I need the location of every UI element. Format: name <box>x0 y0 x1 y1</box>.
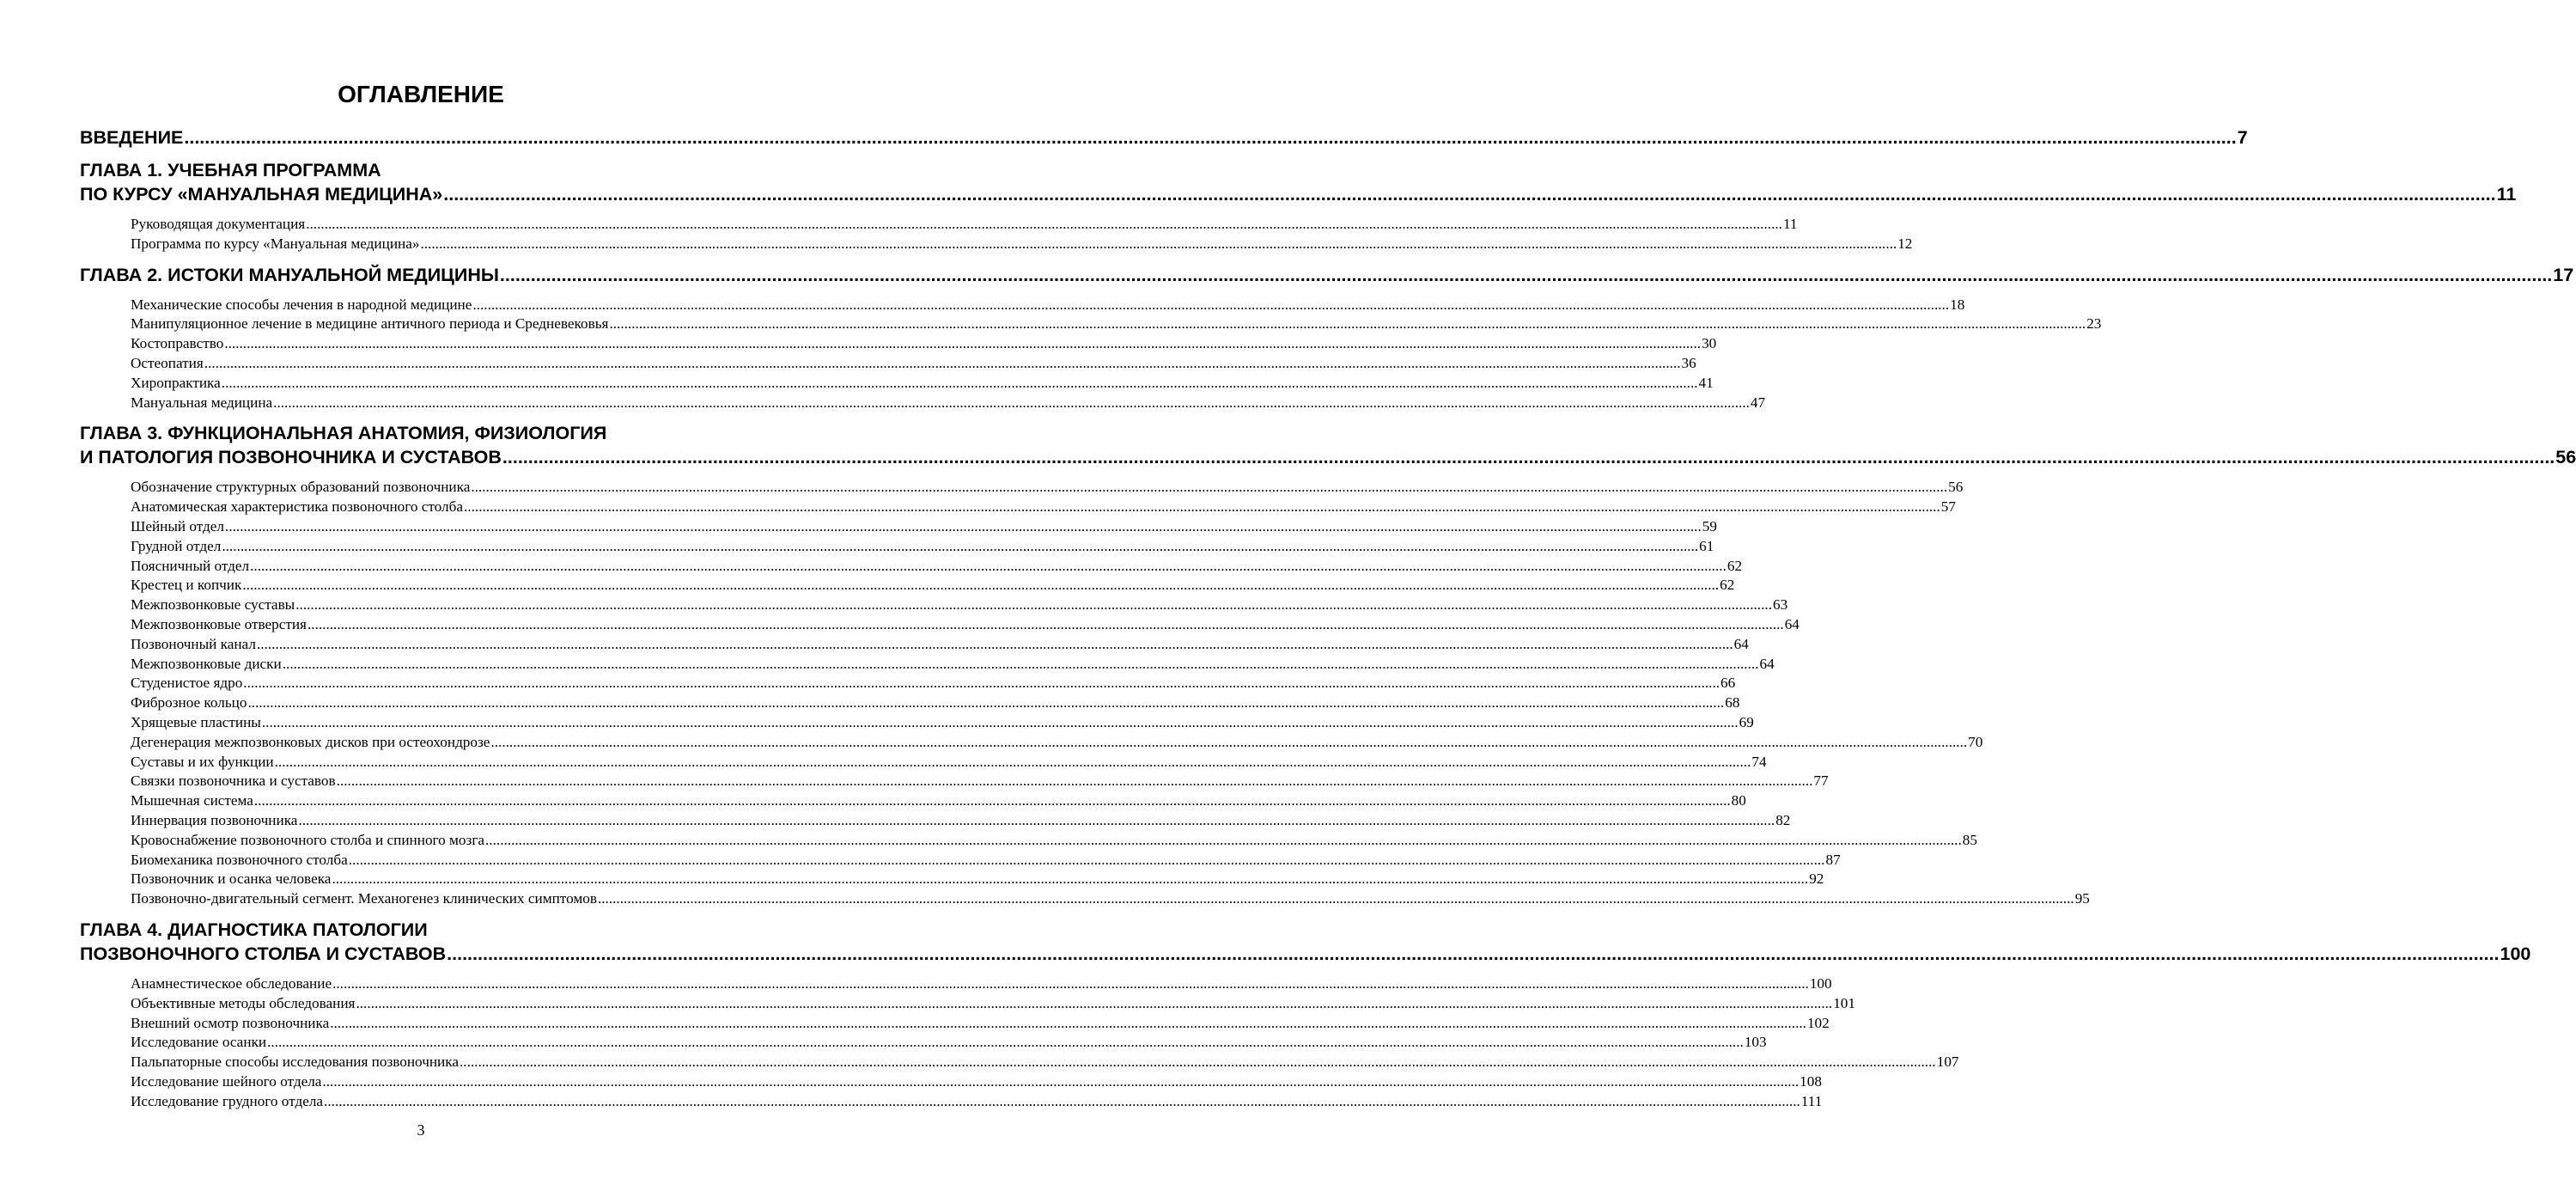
section-page-number: 64 <box>1733 635 1749 652</box>
section-title: Исследование осанки <box>131 1034 267 1051</box>
section-page-number: 74 <box>1751 753 1767 770</box>
section-page-number: 68 <box>1725 694 1740 712</box>
dot-leader: ................................................................................................................................................................................................................................................................................................................................................................................................................ <box>256 635 1733 652</box>
section-entry[interactable] <box>131 374 1714 394</box>
section-entry[interactable] <box>131 1092 1823 1112</box>
section-page-number: 62 <box>1726 557 1743 574</box>
section-entry[interactable] <box>131 596 1788 615</box>
section-title: Хиропрактика <box>131 374 221 391</box>
chapter-page-number: 7 <box>2237 127 2248 148</box>
dot-leader: ................................................................................................................................................................................................................................................................................................................................................................................................................ <box>502 447 2555 468</box>
chapter-row <box>80 263 2574 287</box>
chapter-block <box>80 918 2531 1112</box>
section-entry[interactable] <box>131 811 1791 831</box>
section-title: Анамнестическое обследование <box>131 974 332 992</box>
section-list <box>131 296 2102 413</box>
section-entry[interactable] <box>131 655 1775 675</box>
section-title: Шейный отдел <box>131 517 225 534</box>
section-page-number: 12 <box>1897 235 1913 252</box>
section-page-number: 107 <box>1936 1054 1959 1071</box>
section-list <box>131 478 2090 909</box>
section-entry[interactable] <box>131 889 2090 909</box>
page-number: 3 <box>417 1121 425 1139</box>
section-title: Позвоночный канал <box>131 635 256 652</box>
dot-leader: ................................................................................................................................................................................................................................................................................................................................................................................................................ <box>348 851 1825 868</box>
dot-leader: ................................................................................................................................................................................................................................................................................................................................................................................................................ <box>464 498 1940 516</box>
section-entry[interactable] <box>131 753 1767 773</box>
section-page-number: 36 <box>1681 354 1696 371</box>
section-entry[interactable] <box>131 851 1841 870</box>
dot-leader: ................................................................................................................................................................................................................................................................................................................................................................................................................ <box>447 943 2500 964</box>
dot-leader: ................................................................................................................................................................................................................................................................................................................................................................................................................ <box>307 615 1784 632</box>
dot-leader: ................................................................................................................................................................................................................................................................................................................................................................................................................ <box>253 792 1731 809</box>
section-title: Фиброзное кольцо <box>131 694 247 712</box>
chapter-row <box>80 182 2517 206</box>
dot-leader: ................................................................................................................................................................................................................................................................................................................................................................................................................ <box>274 753 1751 770</box>
section-page-number: 70 <box>1968 733 1983 750</box>
section-entry[interactable] <box>131 831 1977 851</box>
section-page-number: 47 <box>1750 394 1766 411</box>
section-entry[interactable] <box>131 1053 1959 1072</box>
section-entry[interactable] <box>131 713 1754 733</box>
section-entry[interactable] <box>131 235 1913 254</box>
chapter-entry[interactable] <box>80 421 2576 469</box>
section-entry[interactable] <box>131 791 1746 811</box>
dot-leader: ................................................................................................................................................................................................................................................................................................................................................................................................................ <box>330 1014 1806 1031</box>
dot-leader: ................................................................................................................................................................................................................................................................................................................................................................................................................ <box>184 127 2237 148</box>
section-title: Обозначение структурных образований позвоночника <box>131 479 471 496</box>
dot-leader: ................................................................................................................................................................................................................................................................................................................................................................................................................ <box>356 994 1833 1011</box>
dot-leader: ................................................................................................................................................................................................................................................................................................................................................................................................................ <box>282 655 1759 672</box>
section-entry[interactable] <box>131 576 1735 596</box>
dot-leader: ................................................................................................................................................................................................................................................................................................................................................................................................................ <box>332 974 1809 992</box>
chapter-block <box>80 263 2574 413</box>
chapter-block <box>80 421 2576 909</box>
dot-leader: ................................................................................................................................................................................................................................................................................................................................................................................................................ <box>609 315 2086 333</box>
section-list <box>131 974 1959 1112</box>
dot-leader: ................................................................................................................................................................................................................................................................................................................................................................................................................ <box>225 517 1702 534</box>
dot-leader: ................................................................................................................................................................................................................................................................................................................................................................................................................ <box>459 1054 1936 1071</box>
section-entry[interactable] <box>131 693 1740 713</box>
page-title: ОГЛАВЛЕНИЕ <box>338 81 504 107</box>
dot-leader: ................................................................................................................................................................................................................................................................................................................................................................................................................ <box>295 596 1772 614</box>
section-title: Кровоснабжение позвоночного столба и спинного мозга <box>131 831 484 848</box>
section-title: Мышечная система <box>131 792 253 809</box>
section-page-number: 87 <box>1825 851 1841 868</box>
section-page-number: 102 <box>1806 1014 1830 1031</box>
section-title: Биомеханика позвоночного столба <box>131 851 348 868</box>
section-entry[interactable] <box>131 215 1798 235</box>
section-page-number: 23 <box>2086 315 2102 333</box>
section-title: Объективные методы обследования <box>131 994 356 1011</box>
section-title: Хрящевые пластины <box>131 713 261 730</box>
dot-leader: ................................................................................................................................................................................................................................................................................................................................................................................................................ <box>224 335 1702 352</box>
section-entry[interactable] <box>131 517 1717 537</box>
section-entry[interactable] <box>131 498 1956 517</box>
chapter-title-line1: ГЛАВА 3. ФУНКЦИОНАЛЬНАЯ АНАТОМИЯ, ФИЗИОЛОГИЯ <box>80 423 607 444</box>
section-title: Поясничный отдел <box>131 557 250 574</box>
dot-leader: ................................................................................................................................................................................................................................................................................................................................................................................................................ <box>261 713 1739 730</box>
section-title: Позвоночно-двигательный сегмент. Механогенез клинических симптомов <box>131 890 597 907</box>
chapter-title: ГЛАВА 2. ИСТОКИ МАНУАЛЬНОЙ МЕДИЦИНЫ <box>80 264 499 285</box>
dot-leader: ................................................................................................................................................................................................................................................................................................................................................................................................................ <box>324 1092 1800 1109</box>
chapter-page-number: 56 <box>2555 447 2576 468</box>
dot-leader: ................................................................................................................................................................................................................................................................................................................................................................................................................ <box>322 1072 1800 1090</box>
dot-leader: ................................................................................................................................................................................................................................................................................................................................................................................................................ <box>242 577 1720 594</box>
chapter-row <box>80 445 2576 469</box>
section-title: Крестец и копчик <box>131 577 242 594</box>
dot-leader: ................................................................................................................................................................................................................................................................................................................................................................................................................ <box>247 694 1725 712</box>
section-page-number: 82 <box>1775 811 1791 828</box>
section-page-number: 64 <box>1784 615 1800 632</box>
section-page-number: 64 <box>1759 655 1775 672</box>
section-title: Внешний осмотр позвоночника <box>131 1014 330 1031</box>
section-page-number: 100 <box>1809 974 1832 992</box>
section-page-number: 92 <box>1809 870 1824 888</box>
section-page-number: 101 <box>1833 994 1855 1011</box>
section-title: Манипуляционное лечение в медицине античного периода и Средневековья <box>131 315 609 333</box>
dot-leader: ................................................................................................................................................................................................................................................................................................................................................................................................................ <box>221 374 1698 391</box>
section-title: Исследование грудного отдела <box>131 1092 324 1109</box>
section-entry[interactable] <box>131 557 1743 577</box>
section-entry[interactable] <box>131 615 1800 635</box>
dot-leader: ................................................................................................................................................................................................................................................................................................................................................................................................................ <box>222 537 1699 554</box>
table-of-contents <box>80 125 2576 1111</box>
chapter-entry[interactable] <box>80 125 2248 150</box>
section-page-number: 85 <box>1962 831 1977 848</box>
dot-leader: ................................................................................................................................................................................................................................................................................................................................................................................................................ <box>204 354 1681 371</box>
dot-leader: ................................................................................................................................................................................................................................................................................................................................................................................................................ <box>420 235 1897 252</box>
dot-leader: ................................................................................................................................................................................................................................................................................................................................................................................................................ <box>443 184 2496 205</box>
chapter-title-line1: ГЛАВА 1. УЧЕБНАЯ ПРОГРАММА <box>80 160 381 180</box>
section-page-number: 80 <box>1731 792 1746 809</box>
section-page-number: 111 <box>1800 1092 1823 1109</box>
section-title: Остеопатия <box>131 354 204 371</box>
section-page-number: 61 <box>1699 537 1714 554</box>
section-page-number: 77 <box>1813 773 1829 790</box>
section-page-number: 63 <box>1772 596 1788 614</box>
section-page-number: 18 <box>1950 296 1965 313</box>
section-title: Иннервация позвоночника <box>131 811 298 828</box>
section-entry[interactable] <box>131 1072 1822 1092</box>
section-entry[interactable] <box>131 994 1855 1014</box>
section-title: Механические способы лечения в народной медицине <box>131 296 472 313</box>
section-list <box>131 215 1913 254</box>
section-title: Исследование шейного отдела <box>131 1072 322 1090</box>
chapter-title: И ПАТОЛОГИЯ ПОЗВОНОЧНИКА И СУСТАВОВ <box>80 447 502 468</box>
section-entry[interactable] <box>131 537 1714 557</box>
section-entry[interactable] <box>131 772 1829 791</box>
section-title: Связки позвоночника и суставов <box>131 773 336 790</box>
chapter-page-number: 17 <box>2553 264 2574 285</box>
section-entry[interactable] <box>131 296 1965 315</box>
chapter-entry[interactable] <box>80 158 2517 206</box>
section-page-number: 66 <box>1720 675 1736 692</box>
dot-leader: ................................................................................................................................................................................................................................................................................................................................................................................................................ <box>499 264 2553 285</box>
dot-leader: ................................................................................................................................................................................................................................................................................................................................................................................................................ <box>250 557 1726 574</box>
dot-leader: ................................................................................................................................................................................................................................................................................................................................................................................................................ <box>472 296 1950 313</box>
section-entry[interactable] <box>131 674 1736 693</box>
section-page-number: 108 <box>1800 1072 1822 1090</box>
section-entry[interactable] <box>131 394 1766 413</box>
chapter-block <box>80 158 2517 254</box>
dot-leader: ................................................................................................................................................................................................................................................................................................................................................................................................................ <box>306 216 1782 232</box>
section-page-number: 57 <box>1940 498 1956 516</box>
dot-leader: ................................................................................................................................................................................................................................................................................................................................................................................................................ <box>336 773 1813 790</box>
section-title: Студенистое ядро <box>131 675 243 692</box>
section-title: Грудной отдел <box>131 537 222 554</box>
section-title: Костоправство <box>131 335 224 352</box>
section-entry[interactable] <box>131 635 1749 655</box>
dot-leader: ................................................................................................................................................................................................................................................................................................................................................................................................................ <box>471 479 1948 496</box>
section-title: Программа по курсу «Мануальная медицина» <box>131 235 420 252</box>
section-entry[interactable] <box>131 1014 1830 1034</box>
chapter-entry[interactable] <box>80 263 2574 287</box>
section-page-number: 62 <box>1720 577 1735 594</box>
section-entry[interactable] <box>131 1033 1767 1053</box>
chapter-title: ПО КУРСУ «МАНУАЛЬНАЯ МЕДИЦИНА» <box>80 184 443 205</box>
section-entry[interactable] <box>131 315 2102 334</box>
chapter-entry[interactable] <box>80 918 2531 966</box>
section-title: Межпозвонковые отверстия <box>131 615 307 632</box>
dot-leader: ................................................................................................................................................................................................................................................................................................................................................................................................................ <box>273 394 1750 411</box>
dot-leader: ................................................................................................................................................................................................................................................................................................................................................................................................................ <box>490 733 1968 750</box>
chapter-title: ВВЕДЕНИЕ <box>80 127 184 148</box>
dot-leader: ................................................................................................................................................................................................................................................................................................................................................................................................................ <box>332 870 1809 888</box>
section-title: Дегенерация межпозвонковых дисков при остеохондрозе <box>131 733 490 750</box>
chapter-page-number: 11 <box>2496 184 2517 205</box>
section-entry[interactable] <box>131 478 1964 498</box>
section-page-number: 69 <box>1739 713 1754 730</box>
section-entry[interactable] <box>131 870 1824 889</box>
section-title: Суставы и их функции <box>131 753 274 770</box>
section-page-number: 56 <box>1948 479 1964 496</box>
dot-leader: ................................................................................................................................................................................................................................................................................................................................................................................................................ <box>597 890 2074 907</box>
section-entry[interactable] <box>131 733 1983 753</box>
chapter-title: ПОЗВОНОЧНОГО СТОЛБА И СУСТАВОВ <box>80 943 447 964</box>
chapter-block <box>80 125 2248 150</box>
section-page-number: 11 <box>1782 216 1798 232</box>
chapter-row <box>80 125 2248 150</box>
section-title: Межпозвонковые диски <box>131 655 282 672</box>
dot-leader: ................................................................................................................................................................................................................................................................................................................................................................................................................ <box>243 675 1720 692</box>
section-page-number: 103 <box>1744 1034 1767 1051</box>
dot-leader: ................................................................................................................................................................................................................................................................................................................................................................................................................ <box>298 811 1775 828</box>
dot-leader: ................................................................................................................................................................................................................................................................................................................................................................................................................ <box>267 1034 1744 1051</box>
section-entry[interactable] <box>131 354 1696 374</box>
section-page-number: 59 <box>1702 517 1717 534</box>
section-entry[interactable] <box>131 974 1832 994</box>
chapter-page-number: 100 <box>2500 943 2531 964</box>
chapter-row <box>80 942 2531 966</box>
section-page-number: 41 <box>1698 374 1714 391</box>
chapter-title-line1: ГЛАВА 4. ДИАГНОСТИКА ПАТОЛОГИИ <box>80 919 428 940</box>
section-title: Мануальная медицина <box>131 394 273 411</box>
section-title: Позвоночник и осанка человека <box>131 870 332 888</box>
section-entry[interactable] <box>131 334 1717 354</box>
section-page-number: 95 <box>2074 890 2090 907</box>
section-title: Пальпаторные способы исследования позвоночника <box>131 1054 459 1071</box>
dot-leader: ................................................................................................................................................................................................................................................................................................................................................................................................................ <box>485 831 1962 848</box>
section-page-number: 30 <box>1702 335 1717 352</box>
section-title: Анатомическая характеристика позвоночного столба <box>131 498 463 516</box>
section-title: Межпозвонковые суставы <box>131 596 295 614</box>
section-title: Руководящая документация <box>131 216 306 232</box>
